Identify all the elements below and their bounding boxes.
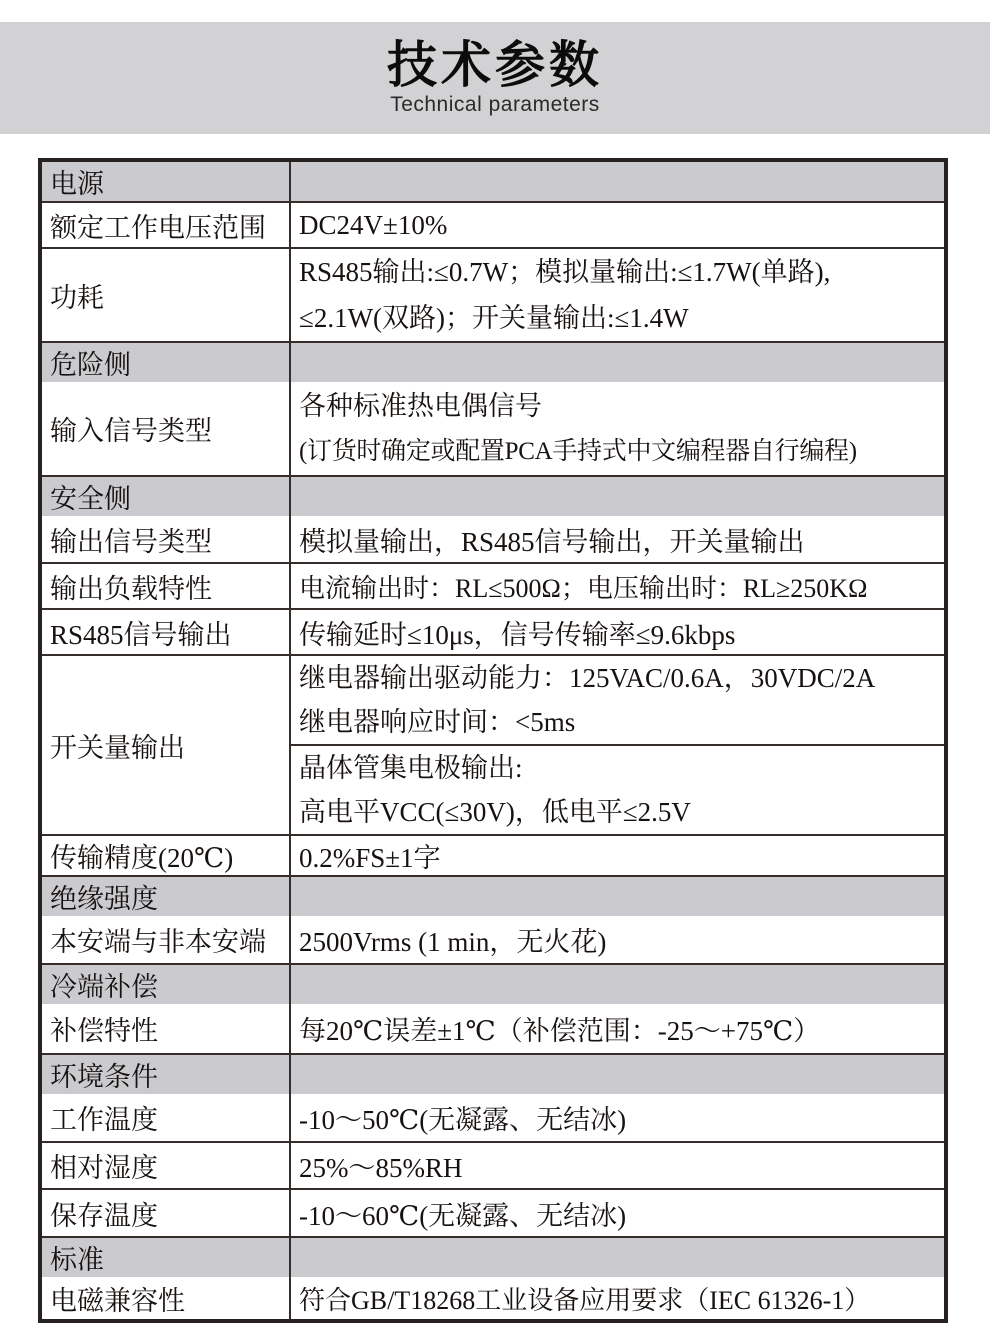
row-label: 输入信号类型 <box>40 382 290 476</box>
section-row <box>40 160 946 202</box>
empty-cell <box>290 876 946 916</box>
empty-cell <box>290 1237 946 1277</box>
table-row <box>40 1142 946 1189</box>
row-label: 传输精度(20℃) <box>40 835 290 876</box>
section-row <box>40 476 946 516</box>
row-value-line: (订货时确定或配置PCA手持式中文编程器自行编程) <box>299 437 857 465</box>
empty-cell <box>290 476 946 516</box>
section-row <box>40 1054 946 1094</box>
row-value: 2500Vrms (1 min，无火花) <box>290 916 946 964</box>
section-label: 绝缘强度 <box>40 876 290 916</box>
table-row <box>40 382 946 476</box>
table-row <box>40 1277 946 1321</box>
row-label: 本安端与非本安端 <box>40 916 290 964</box>
row-label: 开关量输出 <box>40 655 290 835</box>
section-row <box>40 1237 946 1277</box>
row-value: -10～60℃(无凝露、无结冰) <box>290 1189 946 1237</box>
table-row <box>40 655 946 745</box>
row-label: 工作温度 <box>40 1094 290 1142</box>
row-value-line: 继电器输出驱动能力：125VAC/0.6A，30VDC/2A <box>299 663 876 693</box>
row-label: 补偿特性 <box>40 1004 290 1054</box>
section-label: 环境条件 <box>40 1054 290 1094</box>
row-label: 输出信号类型 <box>40 516 290 563</box>
table-row <box>40 835 946 876</box>
row-label: 相对湿度 <box>40 1142 290 1189</box>
row-value-line: 继电器响应时间：<5ms <box>299 707 576 737</box>
row-value-line: ≤2.1W(双路)；开关量输出:≤1.4W <box>299 303 689 333</box>
row-label: 电磁兼容性 <box>40 1277 290 1321</box>
page-title: 技术参数 <box>387 37 603 94</box>
row-value: DC24V±10% <box>290 202 946 248</box>
row-value: 0.2%FS±1字 <box>290 835 946 876</box>
empty-cell <box>290 160 946 202</box>
row-label: RS485信号输出 <box>40 609 290 655</box>
section-label: 电源 <box>40 160 290 202</box>
row-value-line: 高电平VCC(≤30V)，低电平≤2.5V <box>299 797 691 827</box>
table-row <box>40 248 946 342</box>
table-row <box>40 1004 946 1054</box>
table-row <box>40 1094 946 1142</box>
row-value: 25%～85%RH <box>290 1142 946 1189</box>
row-value <box>290 655 946 745</box>
table-row <box>40 516 946 563</box>
row-value-line: RS485输出:≤0.7W；模拟量输出:≤1.7W(单路), <box>299 257 831 287</box>
row-label: 保存温度 <box>40 1189 290 1237</box>
row-value: 电流输出时：RL≤500Ω；电压输出时：RL≥250KΩ <box>290 563 946 609</box>
table-row <box>40 609 946 655</box>
row-label: 额定工作电压范围 <box>40 202 290 248</box>
row-value-line: 晶体管集电极输出: <box>299 753 523 783</box>
row-value <box>290 248 946 342</box>
row-value-line: 各种标准热电偶信号 <box>299 390 542 421</box>
table-row <box>40 1189 946 1237</box>
parameters-table <box>38 158 948 1323</box>
row-value: 每20℃误差±1℃（补偿范围：-25～+75℃） <box>290 1004 946 1054</box>
row-value: 传输延时≤10μs，信号传输率≤9.6kbps <box>290 609 946 655</box>
section-row <box>40 342 946 382</box>
row-label: 输出负载特性 <box>40 563 290 609</box>
row-value <box>290 745 946 835</box>
row-value <box>290 382 946 476</box>
row-value: -10～50℃(无凝露、无结冰) <box>290 1094 946 1142</box>
table-row <box>40 563 946 609</box>
page-subtitle: Technical parameters <box>390 92 600 116</box>
section-label: 标准 <box>40 1237 290 1277</box>
row-value: 符合GB/T18268工业设备应用要求（IEC 61326-1） <box>299 1285 871 1315</box>
table-row <box>40 916 946 964</box>
section-label: 冷端补偿 <box>40 964 290 1004</box>
section-label: 安全侧 <box>40 476 290 516</box>
empty-cell <box>290 342 946 382</box>
section-row <box>40 876 946 916</box>
title-band <box>0 22 990 134</box>
table-row <box>40 202 946 248</box>
row-value: 模拟量输出，RS485信号输出，开关量输出 <box>290 516 946 563</box>
empty-cell <box>290 964 946 1004</box>
empty-cell <box>290 1054 946 1094</box>
section-row <box>40 964 946 1004</box>
section-label: 危险侧 <box>40 342 290 382</box>
row-label: 功耗 <box>40 248 290 342</box>
